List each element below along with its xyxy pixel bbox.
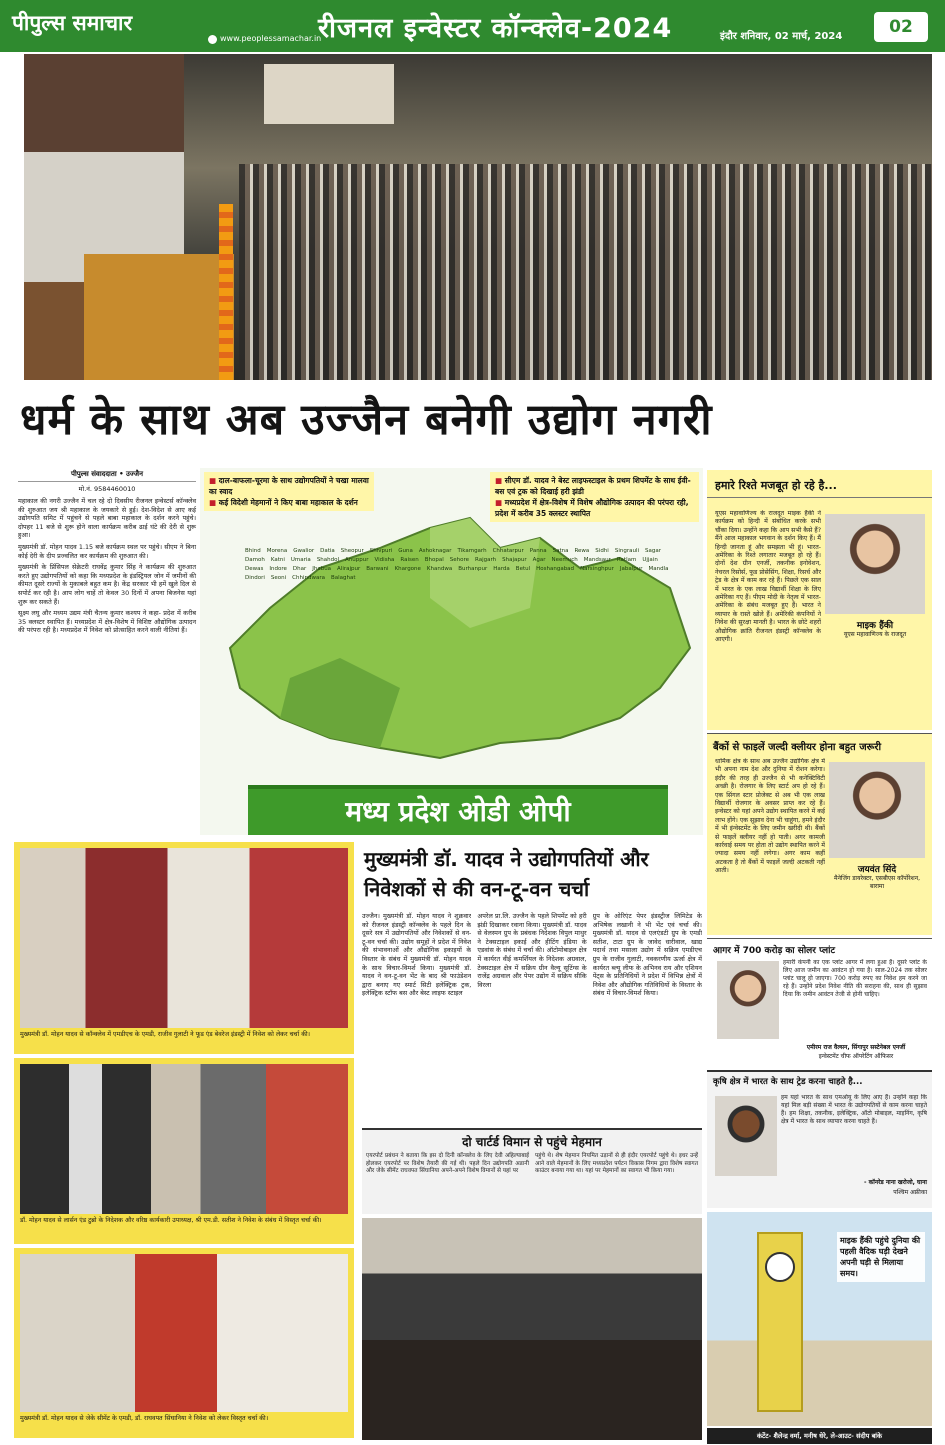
- charter-col: पहुंचे थे। शेष मेहमान नियमित उड़ानों से ही इंदौर एयरपोर्ट पहुंचे थे। इधर उन्हें आने वाले मेहमानों के लिए मध्यप्रदेश पर्यटन विकास निगम द्वारा विशेष स्वागत काउंटर बनाया गया था। यहां पर मेहमानों का स्वागत भी किया गया।: [535, 1153, 698, 1175]
- charter-col: एयरपोर्ट प्रबंधन ने बताया कि इस दो दिनी कॉन्क्लेव के लिए देवी अहिल्याबाई होलकर एयरपोर्ट पर विशेष तैयारी की गई थी। पहले दिन उद्योगपति अडानी और जेके सीमेंट राघवपत सिंघानिया अपने-अपने विशेष विमानों से यहां पर: [366, 1153, 529, 1175]
- district-label: Sagar: [645, 548, 661, 554]
- solar-exec-name: एमीरम राज वैल्सन, सिंगापुर सस्टेनेबल एनर्जी: [806, 1044, 906, 1051]
- district-label: Hoshangabad: [536, 566, 575, 572]
- callout-item: [209, 475, 369, 497]
- byline-city: उज्जैन: [126, 470, 143, 478]
- masthead: [0, 0, 945, 52]
- district-label: Balaghat: [331, 575, 356, 581]
- map-callout-right: [490, 472, 699, 522]
- sidebar-solar: [707, 938, 932, 1066]
- district-label: Damoh: [245, 557, 265, 563]
- sidebar-banks-text: धार्मिक क्षेत्र के साथ अब उज्जैन उद्योगिक क्षेत्र में भी अपना नाम देश और दुनिया में रोशन करेगा। इंदौर की तरह ही उज्जैन से भी कनेक्टिविटी अच्छी है। रोजगार के लिए स्टार्ट अप हो रहे हैं। एक सिंगल स्टार प्रोजेक्ट से अब भी एक लाख विद्यार्थी रोजगार के अवसर प्राप्त कर रहे हैं। इन्वेस्टर को यहां अपने उद्योग स्थापित करने में कई लाभ होंगे। एक सुझाव देना भी चाहूंगा, हमने इंदौर में भी इंन्वेस्टमेंट के लिए जमीन खरीदी थी। बैंकों से फाइलें क्लीयर नहीं हो पाती। अगर कामजी कार्रवाई समय पर होता तो उद्योग स्थापित करने में ज्यादा समय नहीं लगेगा। अगर काम कहीं अटकता है तो बैंकों में फाइलें जल्दी अटकती नहीं आती।: [715, 758, 825, 875]
- stage-screen: [264, 64, 394, 124]
- callout-item: [495, 497, 694, 519]
- page-number: 02: [874, 12, 928, 42]
- district-label: Khandwa: [426, 566, 453, 572]
- odop-board: [248, 785, 668, 835]
- photo-caption: मुख्यमंत्री डॉ. मोहन यादव से जेके सीमेंट के एमडी, डॉ. राघवपत सिंघानिया ने निवेश को लेकर विस्तृत चर्चा की।: [20, 1415, 269, 1422]
- one-to-one-body: [362, 912, 702, 1124]
- district-label: Umaria: [290, 557, 311, 563]
- district-label: Raisen: [400, 557, 419, 563]
- district-label: Chhindwara: [292, 575, 325, 581]
- district-label: Harda: [493, 566, 510, 572]
- jaywant-photo: [829, 762, 925, 858]
- district-labels: [230, 528, 690, 768]
- audience: [239, 164, 932, 380]
- district-label: Vidisha: [374, 557, 395, 563]
- charter-body: [362, 1153, 702, 1176]
- district-label: Bhopal: [424, 557, 444, 563]
- byline: पीपुल्स संवाददाता • उज्जैन: [18, 470, 196, 482]
- district-label: Katni: [270, 557, 285, 563]
- map-callout-left: [204, 472, 374, 511]
- lead-paragraph: सूक्ष्म लघु और मध्यम उद्यम मंत्री चैतन्य कुमार कश्यप ने कहा- प्रदेश में करीब 35 क्लस्टर स्थापित हैं। मध्यप्रदेश में क्षेत्र-विशेष में विशिष्ट औद्योगिक उत्पादन की परंपरा रही है। मध्यप्रदेश में निवेश को प्रोत्साहित करने वाली नीतियां हैं।: [18, 609, 196, 635]
- lead-paragraph: मुख्यमंत्री के प्रिंसिपल सेक्रेटरी राघवेंद्र कुमार सिंह ने कार्यक्रम की शुरुआत करते हुए उद्योगपतियों को कहा कि मध्यप्रदेश के इंडस्ट्रियल जोन में जमीनों की कीमत दूसरे राज्यों के मुकाबले बहुत कम है। केंद्र सरकार भी हमें खुले दिल से सपोर्ट कर रही है। आप लोग चाहें तो केवल 30 दिनों में अपना बिजनेस यहां शुरू कर सकते हैं।: [18, 563, 196, 606]
- clock-face-icon: [765, 1252, 795, 1282]
- district-label: Bhind: [245, 548, 261, 554]
- district-label: Narsinghpur: [580, 566, 614, 572]
- jaywant-title: मैनेजिंग डायरेक्टर, एसबीएस कॉर्पोरेशन, बारामा: [833, 875, 920, 890]
- photo-delegates: [362, 1218, 702, 1440]
- district-label: Jhabua: [312, 566, 332, 572]
- district-label: Agar: [532, 557, 546, 563]
- podium: [84, 254, 234, 380]
- district-label: Alirajpur: [337, 566, 361, 572]
- photo-lt-meeting: [20, 1064, 348, 1214]
- district-label: Chhatarpur: [492, 548, 524, 554]
- district-label: Barwani: [366, 566, 389, 572]
- sidebar-banks: [707, 733, 932, 935]
- district-label: Ashoknagar: [418, 548, 452, 554]
- photo-jk-cement-meeting: [20, 1254, 348, 1412]
- marigold-garland: [219, 204, 233, 380]
- mike-hankey-name: माइक हैंकी: [856, 621, 894, 631]
- odop-map-graphic: [200, 468, 703, 835]
- district-label: Burhanpur: [458, 566, 488, 572]
- solar-exec-photo: [717, 961, 779, 1039]
- photo-mdh-meeting: [20, 848, 348, 1028]
- district-label: Morena: [266, 548, 288, 554]
- bullet-icon: ■: [209, 476, 219, 485]
- district-label: Indore: [269, 566, 287, 572]
- district-label: Khargone: [394, 566, 421, 572]
- sidebar-relations-text: यूएस महावाणिज्य के राजदूत माइक हैंकी ने कार्यक्रम को हिन्दी में संबोधित करके सभी चौंका दिया। उन्होंने कहा कि आप सभी कैसे हैं? मैंने आज महाकाल भगवान के दर्शन किए हैं। मैं हिन्दी जानता हूं और समझता भी हूं। भारत-अमेरिका के रिश्ते लगातार मजबूत हो रहे हैं। दोनों देश ग्रीन एनर्जी, तकनीक इनोवेशन, नेचरल रिसोर्स, फूड प्रोसेसिंग, शिक्षा, रिसर्च और ट्रेड के क्षेत्र में काम कर रहे हैं। पिछले एक साल में भारत के एक लाख विद्यार्थी शिक्षा के लिए अमेरिका गए हैं। पीएम मोदी के नेतृत्व में भारत-अमेरिका के संबंध मजबूत हुए हैं। भारत ने व्यापार के रास्ते खोले हैं। अमेरिकी कंपनियों ने निवेश की सुरक्षा मानती है। भारत के छोटे शहरों औद्योगिक क्रांति रीजनल इंडस्ट्री कॉन्क्लेव के आएगी।: [715, 510, 821, 644]
- district-label: Satna: [552, 548, 569, 554]
- byline-phone: मो.नं. 9584460010: [78, 485, 136, 493]
- district-label: Shahdol: [316, 557, 340, 563]
- byline-reporter: पीपुल्स संवाददाता: [71, 470, 117, 478]
- callout-item: [209, 497, 369, 508]
- district-label: Rewa: [574, 548, 590, 554]
- sidebar-relations-heading: हमारे रिश्ते मजबूत हो रहे है...: [707, 470, 932, 498]
- mike-hankey-photo: [825, 514, 925, 614]
- charter-heading: दो चार्टर्ड विमान से पहुंचे मेहमान: [462, 1135, 602, 1149]
- district-label: Shivpuri: [369, 548, 393, 554]
- district-label: Anuppur: [345, 557, 369, 563]
- main-headline: धर्म के साथ अब उज्जैन बनेगी उद्योग नगरी: [20, 395, 713, 445]
- agri-exec-title: पश्चिम अफ्रीका: [893, 1189, 927, 1196]
- one-to-one-headline: मुख्यमंत्री डॉ. यादव ने उद्योगपतियों और निवेशकों से की वन-टू-वन चर्चा: [364, 847, 649, 901]
- district-label: Jabalpur: [619, 566, 643, 572]
- callout-text: मध्यप्रदेश में क्षेत्र-विशेष में विशेष औद्योगिक उत्पादन की परंपरा रही, प्रदेश में करीब 35 क्लस्टर स्थापित: [495, 498, 689, 518]
- section-title: रीजनल इन्वेस्टर कॉन्क्लेव-2024: [318, 13, 673, 44]
- district-label: Dewas: [245, 566, 264, 572]
- sidebar-agri: [707, 1070, 932, 1208]
- district-label: Gwalior: [293, 548, 315, 554]
- credits-bar: [707, 1428, 932, 1444]
- district-label: Rajgarh: [475, 557, 497, 563]
- one-to-one-col: उज्जैन। मुख्यमंत्री डॉ. मोहन यादव ने शुक्रवार को रीजनल इंडस्ट्री कॉन्क्लेव के पहले दिन के दूसरे सत्र में उद्योगपतियों और निवेशकों से वन-टू-वन चर्चा की। उद्योग समूहों ने प्रदेश में निवेश की संभावनाओं और औद्योगिक इकाइयों के विस्तार के संबंध में मुख्यमंत्री डॉ. मोहन यादव के साथ विचार-विमर्श किया। मुख्यमंत्री डॉ. यादव ने वन-टू-वन भेंट के बाद श्री फाउंडेशन द्वारा बनाए गए स्मार्ट सिटी इलेक्ट्रिक ट्रक, इलेक्ट्रिक स्टॉफ बस और बेस्ट लाइफ स्टाइल: [362, 912, 472, 998]
- district-label: Ujjain: [642, 557, 658, 563]
- district-label: Singrauli: [614, 548, 639, 554]
- website-link[interactable]: www.peoplessamachar.in: [220, 34, 322, 43]
- callout-text: कई विदेशी मेहमानों ने किए बाबा महाकाल के दर्शन: [218, 498, 358, 507]
- district-label: Dhar: [292, 566, 307, 572]
- photo-panel-1: [14, 842, 354, 1054]
- district-label: Panna: [529, 548, 547, 554]
- sidebar-relations: [707, 470, 932, 730]
- agri-exec-photo: [715, 1096, 777, 1176]
- district-label: Neemuch: [551, 557, 578, 563]
- district-label: Seoni: [270, 575, 287, 581]
- lead-story: [18, 470, 196, 835]
- district-label: Guna: [398, 548, 413, 554]
- district-label: Sehore: [449, 557, 470, 563]
- district-label: Dindori: [245, 575, 265, 581]
- one-to-one-col: अपरेल प्रा.लि. उज्जैन के पहले शिपमेंट को हरी झंडी दिखाकर रवाना किया। मुख्यमंत्री डॉ. यादव से वेलस्पन ग्रुप के प्रबंधक निदेशक विपुल माथुर ने टेक्सटाइल इकाई और हीटिंग इंडिया के एडवांस के संबंध में चर्चा की। ऑटोमोबाइल क्षेत्र में कार्यरत वीई कमर्शियल के निदेशक अग्रवाल, टेक्सटाइल क्षेत्र में सक्रिय ग्रीन वैल्यू सूटिंग्स के राजेंद्र अग्रवाल और पेपर उद्योग में सक्रिय सीकि विरला: [477, 912, 587, 989]
- credits-text: कंटेंट- शैलेन्द्र वर्मा, मनीष धेरे, ले-आउट- संदीप बांके: [757, 1432, 882, 1440]
- one-to-one-col: ग्रुप के ओरिएंट पेपर इंडस्ट्रीज लिमिटेड के अभिषेक लखानी ने भी भेंट एवं चर्चा की। मुख्यमंत्री डॉ. यादव से एलएंडटी ग्रुप के एमडी सतीश, टाटा ग्रुप के जावेद धारीवाल, खाद्य पदार्थ तथा मसाला उद्योग में सक्रिय एमडीएच ग्रुप के राजीव गुलाटी, नवकरणीय ऊर्जा क्षेत्र में कार्यरत ब्ल्यू लीफ के अभिनव राय और एशियन पेंट्स के प्रतिनिधियों ने प्रदेश में विभिन्न क्षेत्रों में निवेश और औद्योगिक गतिविधियों के विस्तार के संबंध में विचार-विमर्श किया।: [592, 912, 702, 998]
- agri-exec-name: - कॉनरेड नाना खरोजो, घाना: [864, 1179, 927, 1186]
- district-label: Betul: [515, 566, 531, 572]
- mike-hankey-title: यूएस महावाणिज्य के राजदूत: [843, 631, 907, 638]
- jaywant-name: जयवंत सिंदे: [857, 865, 897, 875]
- charter-box: [362, 1128, 702, 1214]
- photo-panel-2: [14, 1058, 354, 1244]
- district-label: Datia: [320, 548, 335, 554]
- sidebar-solar-heading: आगर में 700 करोड़ का सोलर प्लांट: [713, 946, 835, 956]
- lead-paragraph: मुख्यमंत्री डॉ. मोहन यादव 1.15 बजे कार्यक्रम स्थल पर पहुंचे। सीएम ने बिना कोई देरी के दीप प्रज्वलित कर कार्यक्रम की शुरुआत की।: [18, 542, 196, 560]
- website-icon: [208, 35, 217, 44]
- district-label: Ratlam: [616, 557, 637, 563]
- paper-name: पीपुल्स समाचार: [12, 11, 133, 35]
- photo-panel-3: [14, 1248, 354, 1438]
- callout-text: दाल-बाफला-चूरमा के साथ उद्योगपतियों ने चखा मालवा का स्वाद: [209, 476, 369, 496]
- date-line: इंदौर शनिवार, 02 मार्च, 2024: [720, 31, 843, 42]
- lead-paragraph: महाकाल की नगरी उज्जैन में चल रहे दो दिवसीय रीजनल इन्वेस्टर्स कॉन्क्लेव की शुरुआत जय श्री महाकाल के जयकारे से हुई। देश-विदेश से आए कई उद्योगपति समिट में पहुंचने से पहले बाबा महाकाल के दर्शन करने पहुंचे। दोपहर 11 बजे से शुरू होने वाला कार्यक्रम करीब ढाई घंटे की देरी से शुरू हुआ।: [18, 497, 196, 540]
- district-label: Sheopur: [340, 548, 364, 554]
- bullet-icon: ■: [495, 498, 505, 507]
- bullet-icon: ■: [495, 476, 505, 485]
- district-label: Mandsaur: [583, 557, 611, 563]
- sidebar-solar-text: हमारी कंपनी का एक प्लांट आगर में लगा हुआ है। दूसरे प्लांट के लिए आज जमीन का आवंटन हो गया है। साल-2024 तक सोलर प्लांट चालू हो जाएगा। 700 करोड़ रुपए का निवेश हम करने जा रहे हैं। उन्होंने प्रदेश निवेश नीति की सराहना की, साथ ही सुझाव दिया कि जमीन आवंटन तेजी से होनी चाहिए।: [783, 959, 927, 998]
- photo-caption: डॉ. मोहन यादव से लार्सन एंड टुब्रो के निदेशक और वरिष्ठ कार्यकारी उपाध्यक्ष, श्री एम.डी. सतीश ने निवेश के संबंध में विस्तृत चर्चा की।: [20, 1217, 322, 1224]
- vedic-clock-caption: माइक हैंकी पहुंचे दुनिया की पहली वैदिक घड़ी देखने अपनी घड़ी से मिलाया समय।: [837, 1232, 925, 1282]
- vedic-clock-panel: [707, 1212, 932, 1426]
- photo-caption: मुख्यमंत्री डॉ. मोहन यादव से कॉन्क्लेव में एमडीएच के एमडी, राजीव गुलाटी ने फूड एंड बेवरेज इंडस्ट्री में निवेश को लेकर चर्चा की।: [20, 1031, 311, 1038]
- district-label: Mandla: [648, 566, 669, 572]
- sidebar-agri-text: हम यहां भारत के साथ एमओयू के लिए आए हैं। उन्होंने कहा कि यहां मिल बड़ी संख्या में भारत के उद्योगपतियों से काम करना चाहते हैं। हम शिक्षा, तकनीक, इलेक्ट्रिक, ऑटो मोबाइल, माइनिंग, कृषि क्षेत्र में भारत के साथ व्यापार करना चाहते हैं।: [781, 1094, 927, 1125]
- district-label: Shajapur: [502, 557, 527, 563]
- bullet-icon: ■: [209, 498, 219, 507]
- sidebar-agri-heading: कृषि क्षेत्र में भारत के साथ ट्रेड करना चाहते है...: [713, 1077, 863, 1087]
- hero-photo: [24, 54, 932, 380]
- solar-exec-title: इन्वेस्टमेंट चीफ ऑपरेटिंग ऑफिसर: [818, 1053, 894, 1060]
- odop-board-text: मध्य प्रदेश ओडी ओपी: [345, 795, 571, 828]
- district-label: Tikamgarh: [457, 548, 487, 554]
- sidebar-banks-heading: बैंकों से फाइलें जल्दी क्लीयर होना बहुत जरूरी: [713, 742, 882, 753]
- callout-text: सीएम डॉ. यादव ने बेस्ट लाइफस्टाइल के प्रथम शिपमेंट के साथ ईवी-बस एवं ट्रक को दिखाई हरी झंडी: [495, 476, 691, 496]
- district-label: Sidhi: [595, 548, 609, 554]
- callout-item: [495, 475, 694, 497]
